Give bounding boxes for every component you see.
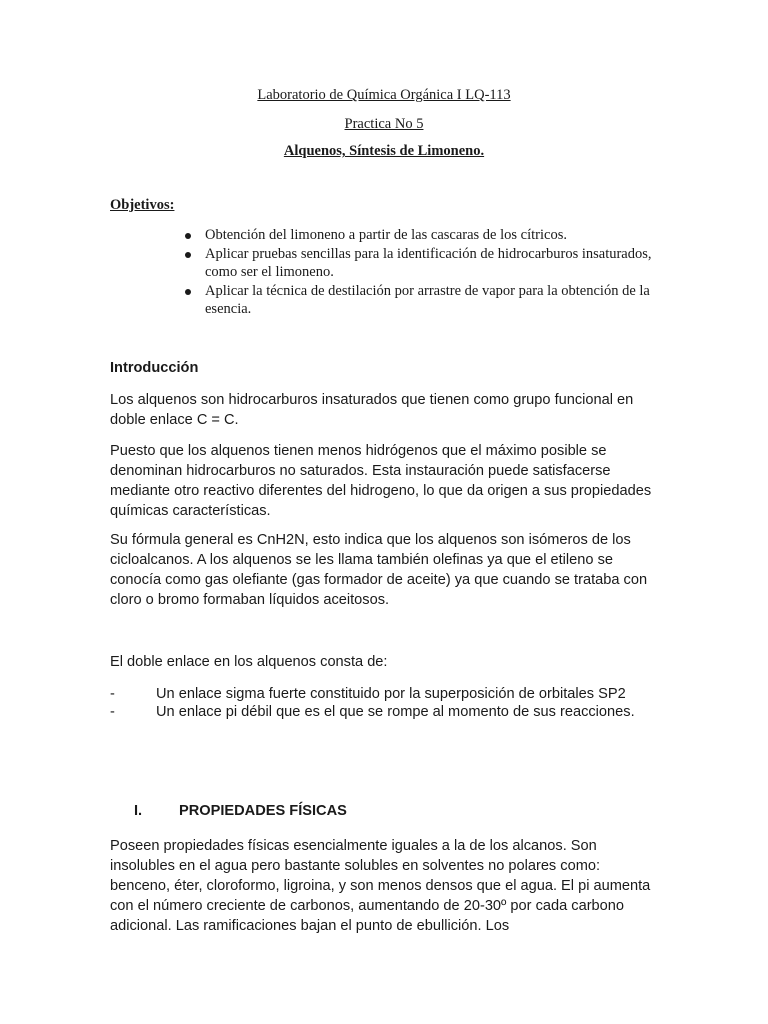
list-item-text: Aplicar la técnica de destilación por arrastre de vapor para la obtención de la esencia. xyxy=(205,282,650,317)
practice-number: Practica No 5 xyxy=(344,116,424,132)
dash-marker: - xyxy=(110,704,115,720)
intro-paragraph: El doble enlace en los alquenos consta de: xyxy=(110,654,388,670)
document-title: Alquenos, Síntesis de Limoneno. xyxy=(283,143,485,159)
list-item xyxy=(185,226,655,245)
objetivos-heading: Objetivos: xyxy=(110,197,175,213)
dash-list-item-text: Un enlace sigma fuerte constituido por la superposición de orbitales SP2 xyxy=(156,686,626,702)
objetivos-list xyxy=(185,226,655,319)
bullet-icon xyxy=(185,233,191,239)
dash-marker: - xyxy=(110,686,115,702)
list-item xyxy=(185,245,655,282)
intro-paragraph: Su fórmula general es CnH2N, esto indica que los alquenos son isómeros de los cicloalcanos. A los alquenos se les llama también olefinas ya que el etileno se conocía como gas olefiante (gas formador de aceite) ya que cuando se trataba con cloro o bromo formaban líquidos aceitosos. xyxy=(110,532,648,608)
list-item-text: Obtención del limoneno a partir de las cascaras de los cítricos. xyxy=(205,227,567,243)
bullet-icon xyxy=(185,289,191,295)
intro-paragraph: Los alquenos son hidrocarburos insaturados que tienen como grupo funcional en doble enlace C = C. xyxy=(110,392,634,428)
dash-list-item-text: Un enlace pi débil que es el que se rompe al momento de sus reacciones. xyxy=(156,704,635,720)
section-number: I. xyxy=(134,803,143,819)
dash-list-item xyxy=(110,684,670,704)
list-item xyxy=(185,282,655,319)
section-paragraph: Poseen propiedades físicas esencialmente iguales a la de los alcanos. Son insolubles en el agua pero bastante solubles en solventes no polares como: benceno, éter, cloroformo, ligroina, y son menos densos que el agua. El pi aumenta con el número creciente de carbonos, aumentando de 20-30º por cada carbono adicional. Las ramificaciones bajan el punto de ebullición. Los xyxy=(110,838,651,934)
course-title: Laboratorio de Química Orgánica I LQ-113 xyxy=(257,87,511,103)
section-heading xyxy=(134,803,347,819)
intro-paragraph: Puesto que los alquenos tienen menos hidrógenos que el máximo posible se denominan hidrocarburos no saturados. Esta instauración puede satisfacerse mediante otro reactivo diferentes del hidrogeno, lo que da origen a sus propiedades químicas características. xyxy=(110,443,652,519)
list-item-text: Aplicar pruebas sencillas para la identificación de hidrocarburos insaturados, como ser el limoneno. xyxy=(205,245,652,280)
bullet-icon xyxy=(185,252,191,258)
section-title: PROPIEDADES FÍSICAS xyxy=(179,803,347,819)
dash-list-item xyxy=(110,702,670,722)
introduccion-heading: Introducción xyxy=(110,360,199,376)
